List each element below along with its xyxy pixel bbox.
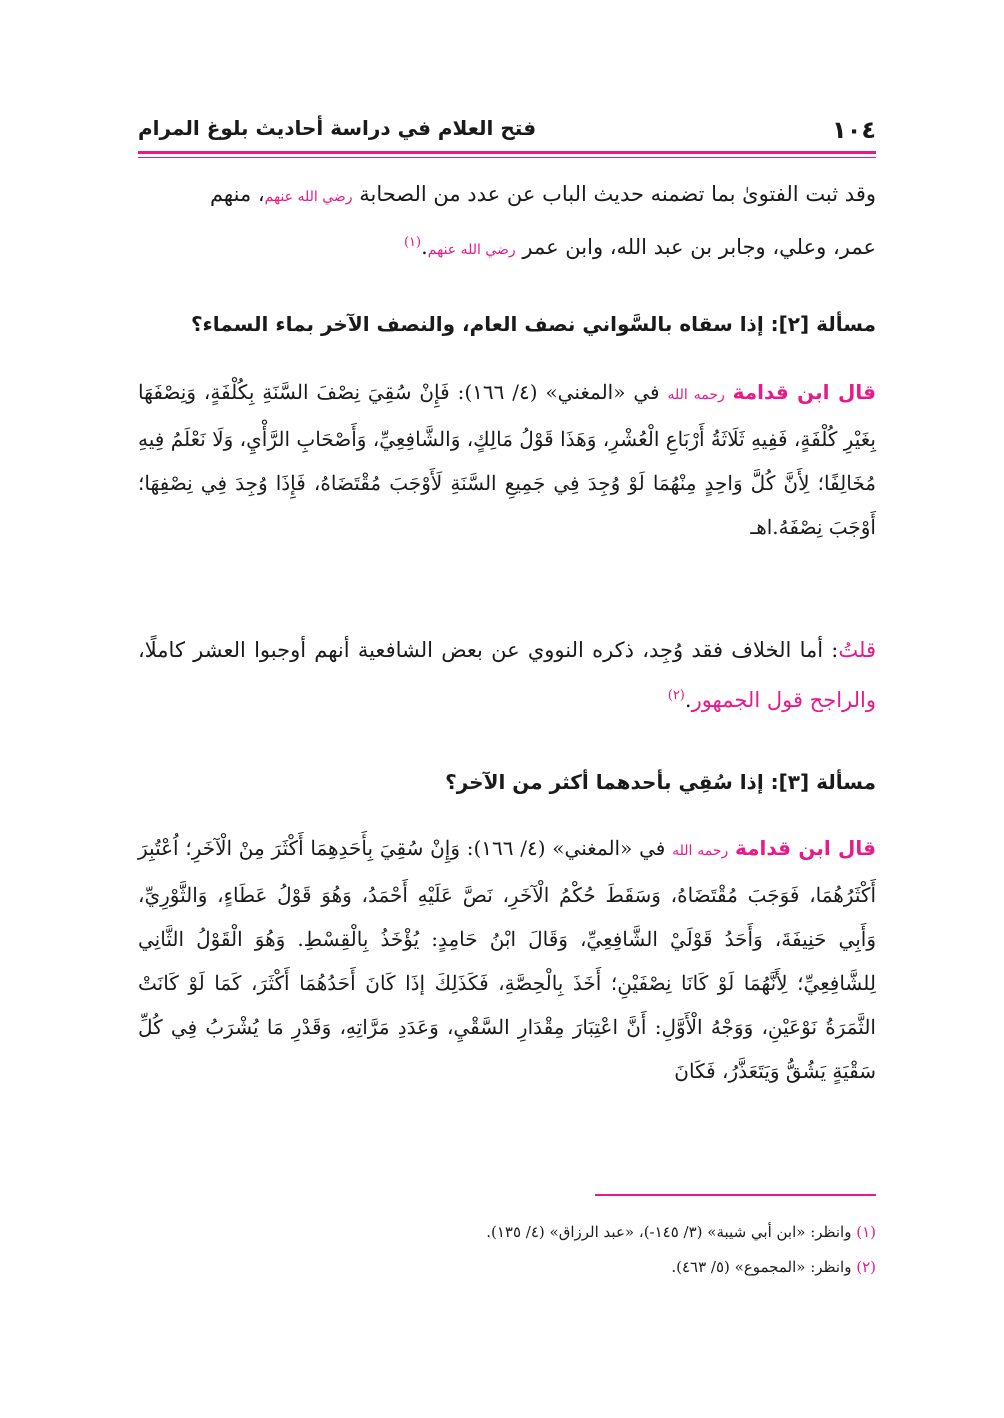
footnote-number: (٢) [856, 1258, 876, 1276]
speaker-label: قال ابن قدامة [732, 380, 876, 404]
footnote-separator [595, 1194, 876, 1196]
footnote-text: وانظر: «ابن أبي شيبة» (٣/ ١٤٥-)، «عبد الرزاق» (٤/ ١٣٥). [486, 1223, 857, 1241]
issue-2-quote [138, 370, 876, 549]
intro-paragraph [138, 171, 876, 273]
speaker-label: قال ابن قدامة [734, 836, 877, 860]
honorific-glyph: رضي الله عنهم [264, 189, 353, 205]
intro-line-2: عمر، وعلي، وجابر بن عبد الله، وابن عمر رضي الله عنهم.$^{(١)}$ [403, 235, 876, 259]
comment-paragraph: قلتُ: أما الخلاف فقد وُجِد، ذكره النووي عن بعض الشافعية أنهم أوجبوا العشر كاملًا، والراجح قول الجمهور.$^{(٢)}$ [138, 638, 876, 712]
issue-3-heading: مسألة [٣]: إذا سُقِي بأحدهما أكثر من الآخر؟ [445, 770, 876, 794]
honorific-glyph: رضي الله عنهم [427, 242, 516, 258]
footnote-ref: (١) [403, 235, 422, 250]
header-rule-thick [138, 151, 876, 154]
footnote-2 [138, 1258, 876, 1276]
quote-text: في «المغني» (٤/ ١٦٦): فَإِنْ سُقِيَ نِصْفَ السَّنَةِ بِكُلْفَةٍ، وَنِصْفَهَا بِغَيْرِ كُلْفَةٍ، فَفِيهِ ثَلَاثَةُ أَرْبَاعِ الْعُشْرِ، وَهَذَا قَوْلُ مَالِكٍ، وَالشَّافِعِيِّ، وَأَصْحَابِ الرَّأْيِ، وَلَا نَعْلَمُ فِيهِ مُخَالِفًا؛ لِأَنَّ كُلَّ وَاحِدٍ مِنْهُمَا لَوْ وُجِدَ فِي جَمِيعِ السَّنَةِ لَأَوْجَبَ مُقْتَضَاهُ، فَإِذَا وُجِدَ فِي نِصْفِهَا؛ أَوْجَبَ نِصْفَهُ.اهـ [138, 380, 876, 539]
footnote-number: (١) [856, 1223, 876, 1241]
footnote-text: وانظر: «المجموع» (٥/ ٤٦٣). [671, 1258, 857, 1276]
honorific-glyph: رحمه الله [667, 387, 725, 403]
page-number: ١٠٤ [832, 116, 876, 144]
footnote-ref: (٢) [667, 688, 685, 703]
footnote-1 [138, 1223, 876, 1241]
comment-label: قلتُ [838, 638, 876, 662]
issue-3-quote [138, 826, 876, 1093]
issue-2-heading: مسألة [٢]: إذا سقاه بالسَّواني نصف العام، والنصف الآخر بماء السماء؟ [190, 312, 876, 336]
running-title: فتح العلام في دراسة أحاديث بلوغ المرام [138, 116, 537, 140]
quote-text: في «المغني» (٤/ ١٦٦): وَإِنْ سُقِيَ بِأَحَدِهِمَا أَكْثَرَ مِنْ الْآخَرِ؛ اُعْتُبِرَ أَكْثَرُهُمَا، فَوَجَبَ مُقْتَضَاهُ، وَسَقَطَ حُكْمُ الْآخَرِ، نَصَّ عَلَيْهِ أَحْمَدُ، وَهُوَ قَوْلُ عَطَاءٍ، وَالثَّوْرِيِّ، وَأَبِي حَنِيفَةَ، وَأَحَدُ قَوْلَيْ الشَّافِعِيِّ، وَقَالَ ابْنُ حَامِدٍ: يُؤْخَذُ بِالْقِسْطِ. وَهُوَ الْقَوْلُ الثَّانِي لِلشَّافِعِيِّ؛ لِأَنَّهُمَا لَوْ كَانَا نِصْفَيْنِ؛ أَخَذَ بِالْحِصَّةِ، فَكَذَلِكَ إذَا كَانَ أَحَدُهُمَا أَكْثَرَ، كَمَا لَوْ كَانَتْ الثَّمَرَةُ نَوْعَيْنِ، وَوَجْهُ الْأَوَّلِ: أَنَّ اعْتِبَارَ مِقْدَارِ السَّقْيِ، وَعَدَدِ مَرَّاتِهِ، وَقَدْرِ مَا يُشْرَبُ فِي كُلِّ سَقْيَةٍ يَشُقُّ وَيَتَعَذَّرُ، فَكَانَ [138, 836, 876, 1083]
header-rule-thin [138, 157, 876, 158]
intro-line-1: وقد ثبت الفتوىٰ بما تضمنه حديث الباب عن عدد من الصحابة رضي الله عنهم، منهم [209, 182, 876, 206]
comment-text: : أما الخلاف فقد وُجِد، ذكره النووي عن بعض الشافعية أنهم أوجبوا العشر كاملًا، [138, 638, 839, 662]
preferred-opinion: والراجح قول الجمهور [691, 688, 876, 712]
page-header [138, 108, 876, 150]
honorific-glyph: رحمه الله [672, 843, 729, 859]
